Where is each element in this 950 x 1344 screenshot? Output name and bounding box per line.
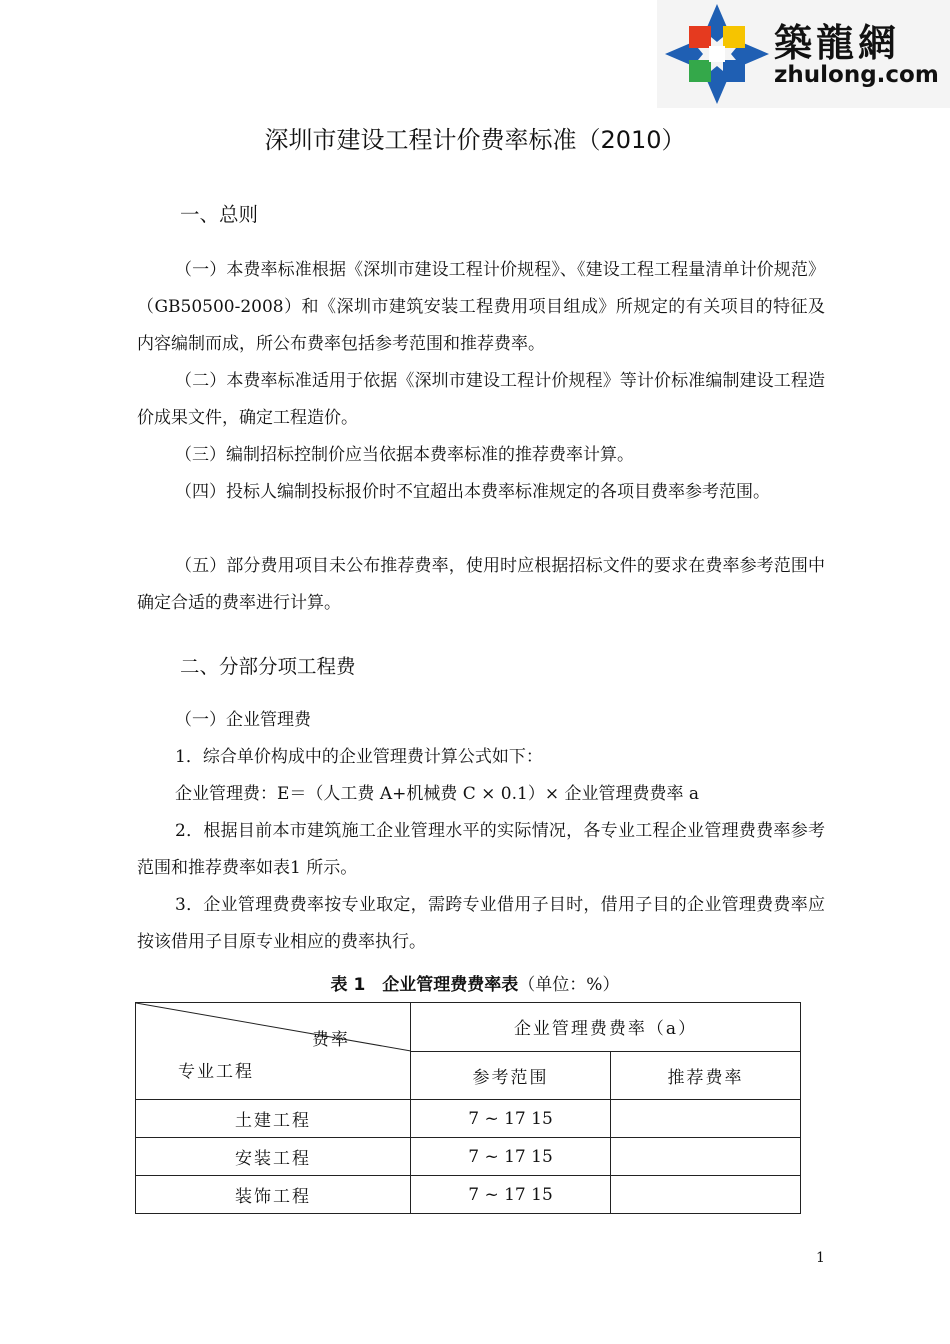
row-range: 7 ~ 17 15 [411,1176,611,1214]
diagonal-line [136,1003,411,1099]
row-recommended [611,1138,801,1176]
row-recommended [611,1176,801,1214]
row-range: 7 ~ 17 15 [411,1100,611,1138]
zhulong-logo[interactable] [657,0,950,108]
table-row [136,1100,801,1138]
zhulong-emblem-icon [663,2,771,106]
page-number: 1 [816,1250,825,1266]
table-row [136,1176,801,1214]
document-title: 深圳市建设工程计价费率标准（2010） [264,126,686,154]
logo-domain-text: zhulong.com [774,62,939,88]
diag-label-rate: 费率 [312,1030,350,1050]
paragraph-2: （二）本费率标准适用于依据《深圳市建设工程计价规程》等计价标准编制建设工程造价成果文件，确定工程造价。 [137,371,825,428]
paragraph-5: （五）部分费用项目未公布推荐费率，使用时应根据招标文件的要求在费率参考范围中确定合适的费率进行计算。 [137,556,825,613]
group-header: 企业管理费费率（a） [411,1003,801,1052]
item-3: 3．企业管理费费率按专业取定，需跨专业借用子目时，借用子目的企业管理费费率应按该借用子目原专业相应的费率执行。 [137,895,825,952]
paragraph-4: （四）投标人编制投标报价时不宜超出本费率标准规定的各项目费率参考范围。 [175,482,770,502]
section-heading-general: 一、总则 [180,203,259,226]
diag-label-specialty: 专业工程 [178,1062,254,1082]
logo-chinese-text: 築龍網 [774,21,901,65]
row-recommended [611,1100,801,1138]
row-name: 装饰工程 [136,1176,411,1214]
table-caption-title: 表 1 企业管理费费率表 [330,975,519,995]
table-row [136,1138,801,1176]
diagonal-header-cell [136,1003,411,1100]
paragraph-1: （一）本费率标准根据《深圳市建设工程计价规程》、《建设工程工程量清单计价规范》（GB50500-2008）和《深圳市建筑安装工程费用项目组成》所规定的有关项目的特征及内容编制而成，所公布费率包括参考范围和推荐费率。 [137,260,825,354]
section-heading-subitem-cost: 二、分部分项工程费 [180,655,356,678]
item-2: 2．根据目前本市建筑施工企业管理水平的实际情况，各专业工程企业管理费费率参考范围和推荐费率如表1 所示。 [137,821,825,878]
management-fee-table [135,1002,801,1214]
row-range: 7 ~ 17 15 [411,1138,611,1176]
formula: 企业管理费：E＝（人工费 A+机械费 C × 0.1）× 企业管理费费率 a [175,784,700,804]
subheading-management-fee: （一）企业管理费 [175,710,311,730]
col-header-range: 参考范围 [411,1051,611,1100]
row-name: 土建工程 [136,1100,411,1138]
col-header-recommended: 推荐费率 [611,1051,801,1100]
paragraph-3: （三）编制招标控制价应当依据本费率标准的推荐费率计算。 [175,445,634,465]
table-caption-unit: （单位：%） [518,975,620,995]
item-1: 1．综合单价构成中的企业管理费计算公式如下： [175,747,543,767]
row-name: 安装工程 [136,1138,411,1176]
table-caption [0,970,950,995]
